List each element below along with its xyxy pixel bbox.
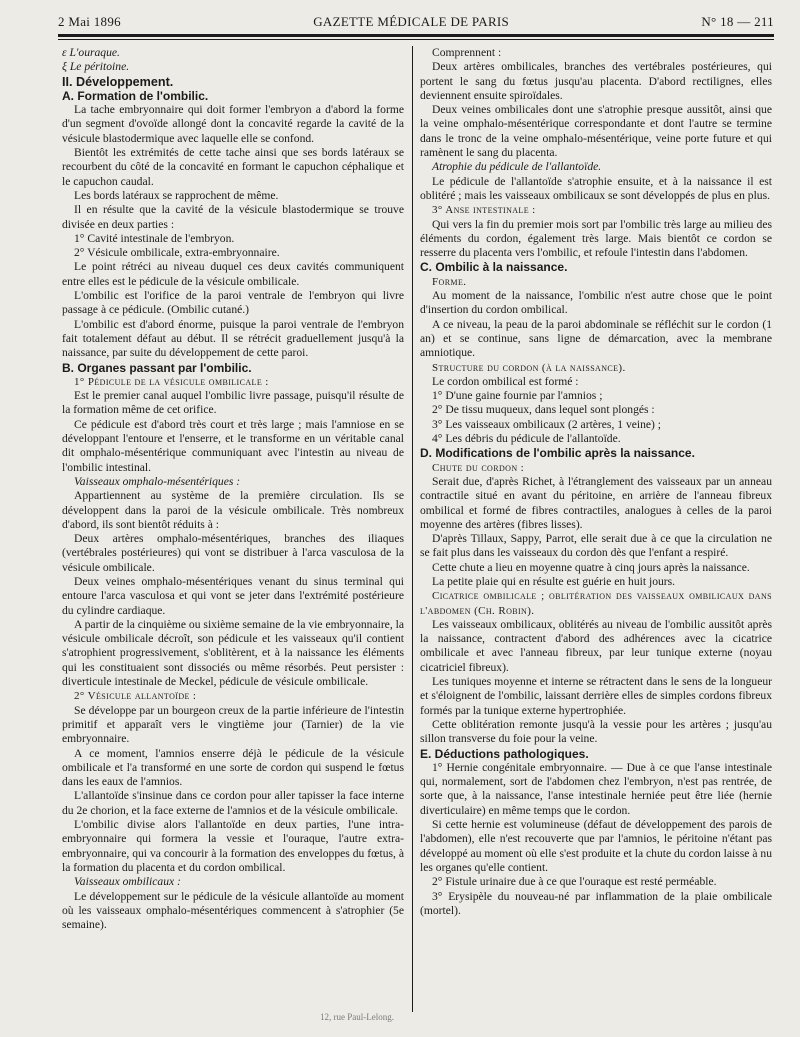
subsection-heading: B. Organes passant par l'ombilic. — [62, 360, 252, 375]
paragraph: Serait due, d'après Richet, à l'étranglement des vaisseaux par un anneau contractile situé en avant du péritoine, en arrière de l'anneau fibreux ombilical et formé de fibres contractiles, analogues à celles de la paroi moyenne des artères (fibres lisses). — [420, 474, 772, 531]
paragraph: L'ombilic est d'abord énorme, puisque la paroi ventrale de l'embryon fait totalement défaut au début. Il se rétrécit graduellement jusqu'à la naissance, par suite du développement de cette paroi. — [62, 317, 404, 360]
italic-heading: Vaisseaux ombilicaux : — [74, 875, 181, 889]
left-column — [62, 46, 404, 932]
subsection-heading: D. Modifications de l'ombilic après la naissance. — [420, 446, 695, 461]
paragraph: Les tuniques moyenne et interne se rétractent dans le sens de la longueur et s'éloignent de l'ombilic, laissant derrière elles de simples cordons fibreux formés par la tunique externe hypertrophiée. — [420, 675, 772, 717]
subsection-heading: C. Ombilic à la naissance. — [420, 260, 568, 275]
list-item: ε L'ouraque. — [62, 46, 120, 59]
paragraph: Appartiennent au système de la première circulation. Ils se développent dans la paroi de la vésicule ombilicale. Très nombreux d'abord, ils sont bientôt réduits à : — [62, 489, 404, 531]
paragraph: A partir de la cinquième ou sixième semaine de la vie embryonnaire, la vésicule ombilicale décroît, son pédicule et les vaisseaux qu'il contient s'atrophient progressivement, s'oblitèrent, et à la naissance les éléments qui les constituaient sont dissociés ou même résorbés. Peut persister : diverticule intestinale de Meckel, pédicule de vésicule ombilicale. — [62, 617, 404, 689]
header-rule-thick — [58, 34, 774, 37]
column-divider — [412, 46, 413, 1012]
paragraph: 1° Hernie congénitale embryonnaire. — Due à ce que l'anse intestinale qui, normalement, sort de l'abdomen chez l'embryon, n'est pas rentrée, de sorte que, à la naissance, l'anse intestinale herniée peut être liée (hernie diverticulaire) en même temps que le cordon. — [420, 760, 772, 817]
paragraph: L'ombilic divise alors l'allantoïde en deux parties, l'une intra-embryonnaire qui formera la vessie et l'ouraque, l'autre extra-embryonnaire, qui va concourir à la formation des enveloppes du fœtus, à la formation du placenta et du cordon ombilical. — [62, 818, 404, 874]
paragraph: 4° Les débris du pédicule de l'allantoïde. — [432, 432, 621, 446]
small-caps-heading: Forme. — [432, 275, 467, 288]
italic-heading: Atrophie du pédicule de l'allantoïde. — [432, 160, 602, 174]
paragraph: La petite plaie qui en résulte est guérie en huit jours. — [432, 574, 676, 588]
paragraph: L'allantoïde s'insinue dans ce cordon pour aller tapisser la face interne du 2e chorion, et la face externe de l'amnios et de la vésicule ombilicale. — [62, 789, 404, 817]
paragraph: A ce niveau, la peau de la paroi abdominale se réfléchit sur le cordon (1 an) et se continue, sans ligne de démarcation, avec la membrane amniotique. — [420, 317, 772, 360]
section-heading: II. Développement. — [62, 74, 174, 89]
paragraph: Les vaisseaux ombilicaux, oblitérés au niveau de l'ombilic aussitôt après la naissance, contractent d'abord des adhérences avec la cicatrice ombilicale et avec l'anneau fibreux, par leur tunique externe (noyau cicatriciel fibreux). — [420, 617, 772, 674]
paragraph: Le cordon ombilical est formé : — [432, 374, 579, 388]
paragraph: Qui vers la fin du premier mois sort par l'ombilic très large au milieu des éléments du cordon, également très large. Mais bientôt ce cordon se resserre du placenta vers l'ombilic, et refoule l'intestin dans l'abdomen. — [420, 217, 772, 260]
paragraph: La tache embryonnaire qui doit former l'embryon a d'abord la forme d'un segment d'ovoïde allongé dont la concavité regarde la cavité de la vésicule blastodermique avec laquelle elle se confond. — [62, 103, 404, 145]
list-item: ξ Le péritoine. — [62, 60, 130, 74]
small-caps-heading: 2° Vésicule allantoïde : — [74, 690, 197, 703]
paragraph: Le développement sur le pédicule de la vésicule allantoïde au moment où les vaisseaux omphalo-mésentériques commencent à s'atrophier (5e semaine). — [62, 889, 404, 932]
small-caps-heading: Chute du cordon : — [432, 461, 525, 474]
italic-heading: Vaisseaux omphalo-mésentériques : — [74, 474, 241, 488]
page-footer: 12, rue Paul-Lelong. — [320, 1012, 394, 1022]
small-caps-heading: 1° Pédicule de la vésicule ombilicale : — [74, 375, 269, 388]
paragraph: Le pédicule de l'allantoïde s'atrophie ensuite, et à la naissance il est oblitéré ; mais les vaisseaux ombilicaux se sont développés de plus en plus. — [420, 174, 772, 202]
page-header — [58, 6, 774, 30]
paragraph: D'après Tillaux, Sappy, Parrot, elle serait due à ce que la circulation ne se fait plus dans les vaisseaux du cordon dès que l'enfant a respiré. — [420, 532, 772, 560]
paragraph: Cette oblitération remonte jusqu'à la vessie pour les artères ; jusqu'au sillon transverse du foie pour la veine. — [420, 717, 772, 746]
small-caps-heading: 3° Anse intestinale : — [432, 204, 536, 217]
paragraph: Le point rétréci au niveau duquel ces deux cavités communiquent entre elles est le pédicule de la vésicule ombilicale. — [62, 260, 404, 288]
subsection-heading: E. Déductions pathologiques. — [420, 746, 589, 761]
paragraph: 3° Les vaisseaux ombilicaux (2 artères, 1 veine) ; — [432, 417, 662, 431]
paragraph: 1° D'une gaine fournie par l'amnios ; — [432, 389, 603, 403]
paragraph: 1° Cavité intestinale de l'embryon. — [74, 231, 235, 245]
paragraph: Au moment de la naissance, l'ombilic n'est autre chose que le point d'insertion du cordon ombilical. — [420, 289, 772, 317]
paragraph: Cette chute a lieu en moyenne quatre à cinq jours après la naissance. — [432, 560, 750, 574]
paragraph: Ce pédicule est d'abord très court et très large ; mais l'amniose en se développant l'entoure et l'enserre, et le transforme en un véritable canal dit omphalo-mésentérique communiquant avec l'intestin au niveau de l'ombilic intestinal. — [62, 417, 404, 474]
paragraph: Il en résulte que la cavité de la vésicule blastodermique se trouve divisée en deux parties : — [62, 203, 404, 231]
paragraph: A ce moment, l'amnios enserre déjà le pédicule de la vésicule ombilicale et l'a transformé en une sorte de cordon qui suspend le fœtus dans les eaux de l'amnios. — [62, 746, 404, 789]
paragraph: 2° Fistule urinaire due à ce que l'ouraque est resté perméable. — [432, 875, 717, 889]
paragraph: Si cette hernie est volumineuse (défaut de développement des parois de l'abdomen), elle n'est recouverte que par l'amnios, le péritoine n'étant pas développé au moment où elle s'est produite et la chute du cordon laisse à nu les organes qu'elle contient. — [420, 818, 772, 874]
paragraph: Deux artères omphalo-mésentériques, branches des iliaques (vertébrales postérieures) qui vont se distribuer à l'arca vasculosa de la vésicule ombilicale. — [62, 532, 404, 574]
subsection-heading: A. Formation de l'ombilic. — [62, 88, 209, 103]
right-column — [420, 46, 772, 918]
paragraph: 3° Erysipèle du nouveau-né par inflammation de la plaie ombilicale (mortel). — [420, 889, 772, 917]
paragraph: 2° Vésicule ombilicale, extra-embryonnaire. — [74, 246, 280, 260]
paragraph: Bientôt les extrémités de cette tache ainsi que ses bords latéraux se recourbent du côté de la concavité en formant le capuchon céphalique et le capuchon caudal. — [62, 146, 404, 188]
paragraph: Deux artères ombilicales, branches des vertébrales postérieures, qui portent le sang du fœtus jusqu'au placenta. D'abord rectilignes, elles deviennent ensuite spiroïdales. — [420, 60, 772, 102]
header-title: GAZETTE MÉDICALE DE PARIS — [313, 14, 510, 29]
header-rule-thin — [58, 39, 774, 40]
paragraph: 2° De tissu muqueux, dans lequel sont plongés : — [432, 403, 655, 417]
paragraph: Deux veines omphalo-mésentériques venant du sinus terminal qui entoure l'arca vasculosa et qui vont se jeter dans l'extrémité postérieure du cylindre cardiaque. — [62, 574, 404, 617]
small-caps-heading: Cicatrice ombilicale ; oblitération des vaisseaux ombilicaux dans l'abdomen (Ch. Robin). — [420, 590, 772, 617]
paragraph: Deux veines ombilicales dont une s'atrophie presque aussitôt, ainsi que la veine omphalo-mésentérique correspondante et dont l'autre se termine dans le tronc de la veine omphalo-mésentérique, veine porte future et qui ramènent le sang du placenta. — [420, 103, 772, 160]
paragraph: L'ombilic est l'orifice de la paroi ventrale de l'embryon qui livre passage à ce pédicule. (Ombilic cutané.) — [62, 289, 404, 317]
paragraph: Les bords latéraux se rapprochent de même. — [74, 188, 279, 202]
header-date: 2 Mai 1896 — [58, 14, 121, 29]
header-issue: N° 18 — 211 — [701, 14, 774, 29]
paragraph: Est le premier canal auquel l'ombilic livre passage, puisqu'il résulte de la formation même de cet orifice. — [62, 389, 404, 417]
paragraph: Se développe par un bourgeon creux de la partie inférieure de l'intestin primitif et apparaît vers le vingtième jour (Tarnier) de la vie embryonnaire. — [62, 703, 404, 746]
paragraph: Comprennent : — [432, 46, 502, 59]
small-caps-heading: Structure du cordon (à la naissance). — [432, 361, 626, 374]
